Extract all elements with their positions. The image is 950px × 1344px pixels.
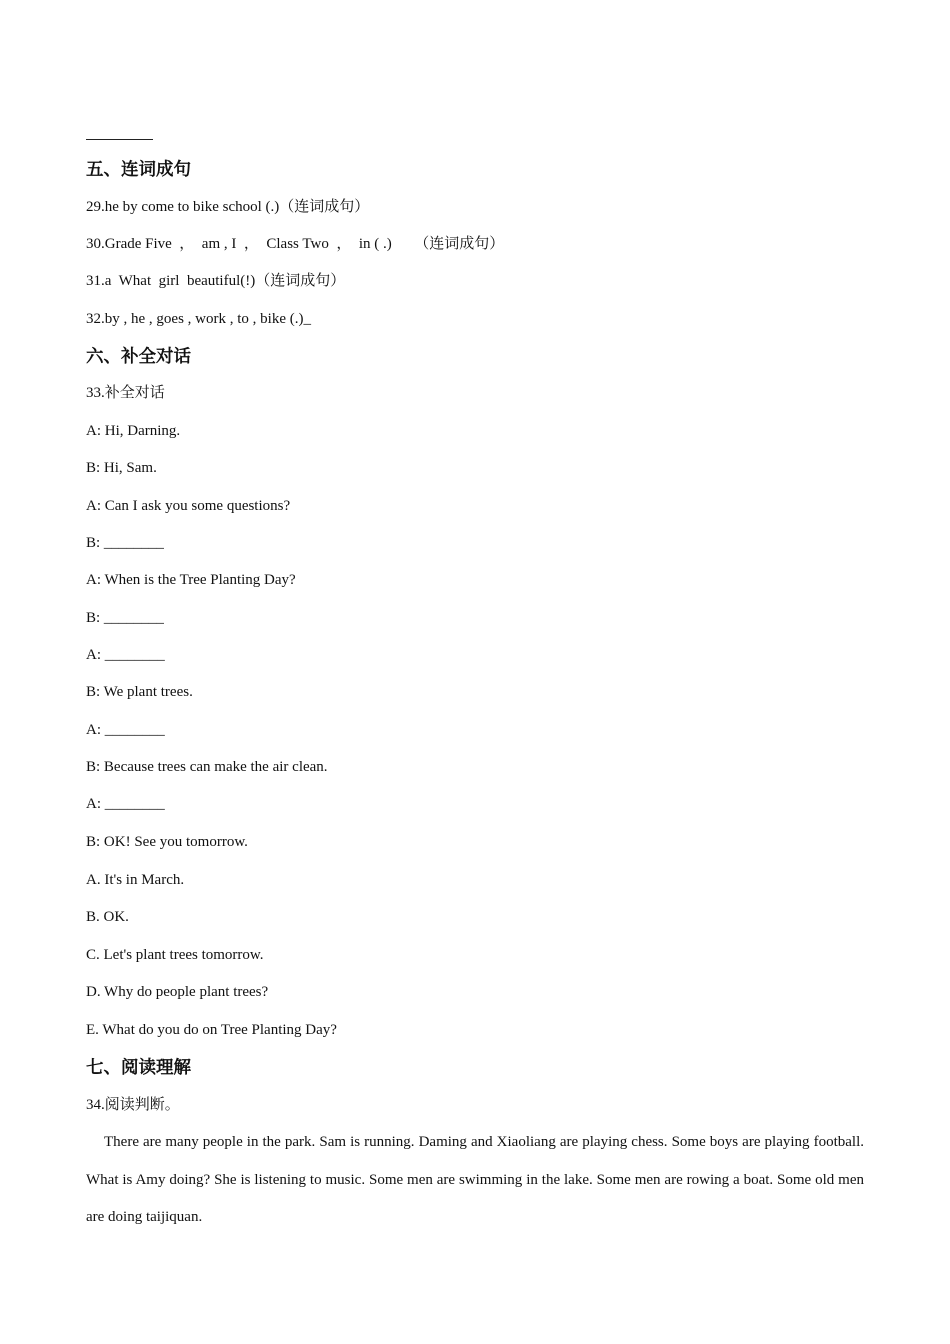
dialogue-line: B: Hi, Sam. bbox=[86, 460, 157, 476]
question-33: 33.补全对话 bbox=[86, 385, 165, 401]
section-heading-7: 七、阅读理解 bbox=[86, 1058, 191, 1078]
dialogue-line: B: Because trees can make the air clean. bbox=[86, 759, 328, 775]
option-a: A. It's in March. bbox=[86, 872, 185, 888]
option-c: C. Let's plant trees tomorrow. bbox=[86, 947, 264, 963]
question-32: 32.by , he , goes , work , to , bike (.)_ bbox=[86, 311, 311, 327]
question-29: 29.he by come to bike school (.)（连词成句） bbox=[86, 199, 370, 215]
question-34: 34.阅读判断。 bbox=[86, 1097, 180, 1113]
dialogue-line: A: Can I ask you some questions? bbox=[86, 498, 291, 514]
option-d: D. Why do people plant trees? bbox=[86, 984, 269, 1000]
section-heading-5: 五、连词成句 bbox=[86, 160, 191, 180]
dialogue-line: B: OK! See you tomorrow. bbox=[86, 834, 248, 850]
dialogue-line: B: ________ bbox=[86, 610, 164, 626]
option-b: B. OK. bbox=[86, 909, 129, 925]
dialogue-line: A: Hi, Darning. bbox=[86, 423, 181, 439]
question-30: 30.Grade Five ， am , I ， Class Two ， in ( .) （连词成句） bbox=[86, 236, 505, 252]
section-heading-6: 六、补全对话 bbox=[86, 347, 191, 367]
dialogue-line: A: ________ bbox=[86, 796, 165, 812]
dialogue-line: B: ________ bbox=[86, 535, 164, 551]
option-e: E. What do you do on Tree Planting Day? bbox=[86, 1022, 337, 1038]
dialogue-line: B: We plant trees. bbox=[86, 684, 193, 700]
reading-passage bbox=[86, 1124, 864, 1237]
dialogue-line: A: ________ bbox=[86, 647, 165, 663]
dialogue-line: A: ________ bbox=[86, 722, 165, 738]
answer-blank-line bbox=[86, 139, 153, 140]
question-31: 31.a What girl beautiful(!)（连词成句） bbox=[86, 273, 346, 289]
dialogue-line: A: When is the Tree Planting Day? bbox=[86, 572, 296, 588]
reading-passage-text: There are many people in the park. Sam is running. Daming and Xiaoliang are playing chess. Some boys are playing football. What is Amy doing? She is listening to music. Some men are swimming in the lake. Some men are rowing a boat. Some old men are doing taijiquan. bbox=[86, 1134, 864, 1225]
